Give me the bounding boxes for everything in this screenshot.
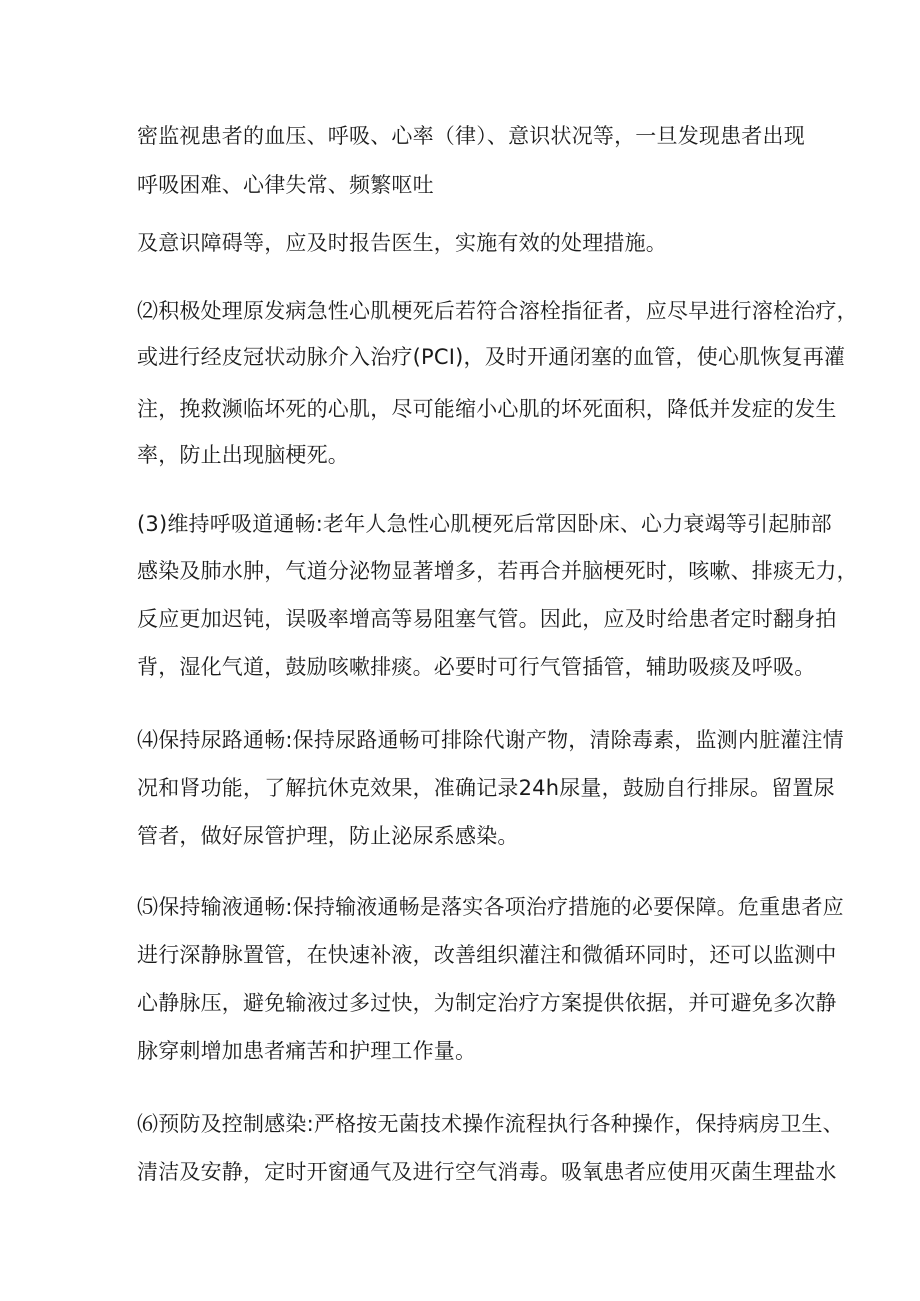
text-line: 反应更加迟钝，误吸率增高等易阻塞气管。因此，应及时给患者定时翻身拍 bbox=[137, 607, 837, 631]
text-line: 或进行经皮冠状动脉介入治疗(PCI)，及时开通闭塞的血管，使心肌恢复再灌 bbox=[137, 345, 846, 369]
text-line: ⑹预防及控制感染:严格按无菌技术操作流程执行各种操作，保持病房卫生、 bbox=[137, 1112, 844, 1136]
text-line: 及意识障碍等，应及时报告医生，实施有效的处理措施。 bbox=[137, 231, 667, 255]
text-line: ⑷保持尿路通畅:保持尿路通畅可排除代谢产物，清除毒素，监测内脏灌注情 bbox=[137, 728, 844, 752]
text-line: 清洁及安静，定时开窗通气及进行空气消毒。吸氧患者应使用灭菌生理盐水 bbox=[137, 1160, 837, 1184]
text-line: (3)维持呼吸道通畅:老年人急性心肌梗死后常因卧床、心力衰竭等引起肺部 bbox=[137, 512, 832, 536]
text-line: 管者，做好尿管护理，防止泌尿系感染。 bbox=[137, 824, 519, 848]
text-line: ⑸保持输液通畅:保持输液通畅是落实各项治疗措施的必要保障。危重患者应 bbox=[137, 895, 844, 919]
text-line: 脉穿刺增加患者痛苦和护理工作量。 bbox=[137, 1039, 477, 1063]
text-line: 密监视患者的血压、呼吸、心率（律）、意识状况等，一旦发现患者出现 bbox=[137, 124, 805, 148]
text-line: 心静脉压，避免输液过多过快，为制定治疗方案提供依据，并可避免多次静 bbox=[137, 991, 837, 1015]
text-line: 呼吸困难、心律失常、频繁呕吐 bbox=[137, 173, 434, 197]
text-line: ⑵积极处理原发病急性心肌梗死后若符合溶栓指征者，应尽早进行溶栓治疗， bbox=[137, 299, 858, 323]
text-line: 进行深静脉置管，在快速补液，改善组织灌注和微循环同时，还可以监测中 bbox=[137, 943, 837, 967]
text-line: 背，湿化气道，鼓励咳嗽排痰。必要时可行气管插管，辅助吸痰及呼吸。 bbox=[137, 655, 816, 679]
text-line: 率，防止出现脑梗死。 bbox=[137, 443, 349, 467]
text-line: 感染及肺水肿，气道分泌物显著增多，若再合并脑梗死时，咳嗽、排痰无力， bbox=[137, 559, 858, 583]
text-line: 况和肾功能，了解抗休克效果，准确记录24h尿量，鼓励自行排尿。留置尿 bbox=[137, 776, 835, 800]
text-line: 注，挽救濒临坏死的心肌，尽可能缩小心肌的坏死面积，降低并发症的发生 bbox=[137, 397, 837, 421]
